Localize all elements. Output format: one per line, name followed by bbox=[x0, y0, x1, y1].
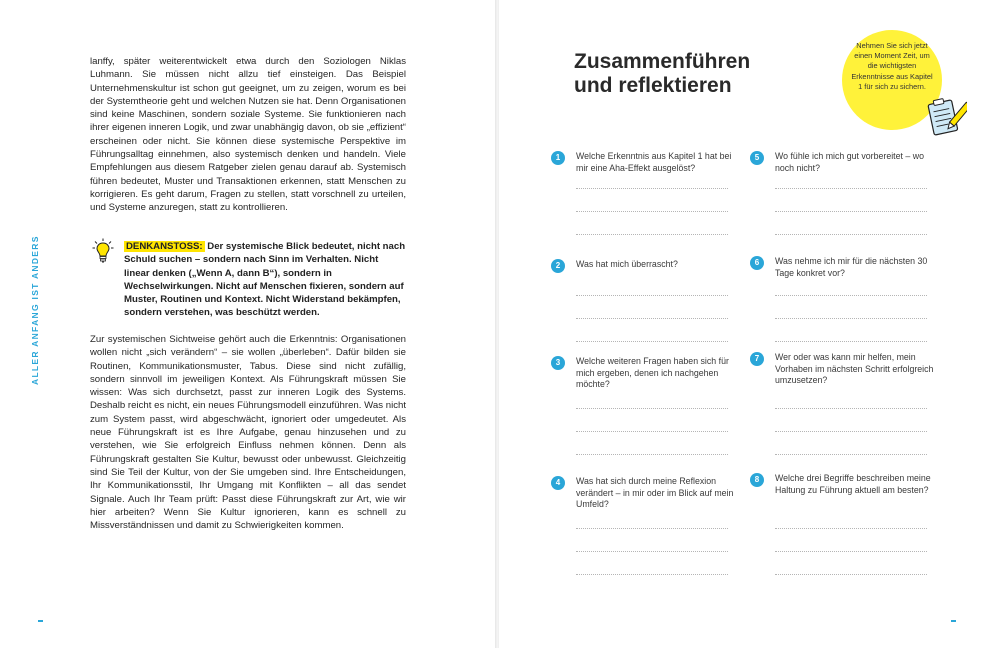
page-title bbox=[574, 50, 750, 98]
chapter-side-label: ALLER ANFANG IST ANDERS bbox=[30, 235, 40, 385]
question-number: 1 bbox=[551, 151, 565, 165]
answer-line[interactable] bbox=[775, 341, 927, 342]
answer-line[interactable] bbox=[775, 211, 927, 212]
answer-line[interactable] bbox=[576, 318, 728, 319]
question-number: 4 bbox=[551, 476, 565, 490]
question-number: 7 bbox=[750, 352, 764, 366]
question-number: 3 bbox=[551, 356, 565, 370]
left-page bbox=[0, 0, 497, 648]
denkanstoss-text: Der systemische Blick bedeutet, nicht nach Schuld suchen – sondern nach Sinn im Verhalten. Nicht linear denken („Wenn A, dann B“), sondern in Wechselwirkungen. Nicht auf Menschen fixieren, sondern auf Muster, Routinen und Kontext. Nicht Widerstand bekämpfen, sondern verstehen, was beschützt werden. bbox=[124, 241, 406, 319]
question-text: Was hat mich überrascht? bbox=[576, 259, 678, 269]
answer-line[interactable] bbox=[775, 234, 927, 235]
answer-line[interactable] bbox=[775, 318, 927, 319]
answer-line[interactable] bbox=[576, 295, 728, 296]
answer-line[interactable] bbox=[576, 431, 728, 432]
answer-line[interactable] bbox=[576, 454, 728, 455]
answer-line[interactable] bbox=[775, 528, 927, 529]
answer-line[interactable] bbox=[576, 188, 728, 189]
title-line-2: und reflektieren bbox=[574, 74, 732, 97]
question-text: Wer oder was kann mir helfen, mein Vorhaben im nächsten Schritt erfolgreich umzusetzen? bbox=[775, 352, 934, 386]
title-line-1: Zusammenführen bbox=[574, 50, 751, 73]
question-text: Welche drei Begriffe beschreiben meine Haltung zu Führung aktuell am besten? bbox=[775, 473, 931, 495]
page-marker-right bbox=[951, 620, 956, 622]
lightbulb-icon bbox=[92, 238, 114, 264]
answer-line[interactable] bbox=[576, 408, 728, 409]
question-number: 5 bbox=[750, 151, 764, 165]
answer-line[interactable] bbox=[576, 211, 728, 212]
answer-line[interactable] bbox=[576, 574, 728, 575]
answer-line[interactable] bbox=[775, 454, 927, 455]
question-text: Wo fühle ich mich gut vorbereitet – wo noch nicht? bbox=[775, 151, 924, 173]
clipboard-pencil-icon bbox=[927, 96, 967, 138]
answer-line[interactable] bbox=[775, 295, 927, 296]
question-text: Welche Erkenntnis aus Kapitel 1 hat bei mir eine Aha-Effekt ausgelöst? bbox=[576, 151, 732, 173]
body-paragraph-1: lanffy, später weiterentwickelt etwa durch den Soziologen Niklas Luhmann. Sie müssen nicht allzu tief einsteigen. Das Beispiel Unternehmenskultur ist schon gut geeignet, um zu zeigen, worum es bei der Systemtheorie geht und welchen Nutzen sie hat. Denn Organisationen sind keine Maschinen, sondern soziale Systeme. Sie funktionieren nach ihrer eigenen inneren Logik, und zwar unabhängig davon, ob sie „effizient“ erscheinen oder nicht. Sie können diese systemische Perspektive im Führungsalltag einnehmen, also systemisch denken und handeln. Viele Empfehlungen aus diesem Ratgeber zielen genau darauf ab. Systemisch führen bedeutet, Muster und Transaktionen erkennen, statt Menschen zu korrigieren. Es geht darum, Fragen zu stellen, statt vorschnell zu urteilen, und Systeme anzuregen, statt zu kontrollieren. bbox=[90, 56, 406, 214]
question-text: Was nehme ich mir für die nächsten 30 Tage konkret vor? bbox=[775, 256, 928, 278]
question-text: Welche weiteren Fragen haben sich für mich ergeben, denen ich nachgehen möchte? bbox=[576, 356, 729, 390]
answer-line[interactable] bbox=[576, 234, 728, 235]
answer-line[interactable] bbox=[775, 408, 927, 409]
denkanstoss-box bbox=[124, 240, 406, 320]
answer-line[interactable] bbox=[576, 341, 728, 342]
page-marker-left bbox=[38, 620, 43, 622]
right-page bbox=[499, 0, 995, 648]
body-paragraph-2: Zur systemischen Sichtweise gehört auch die Erkenntnis: Organisationen wollen nicht „sich verändern“ – sie wollen „überleben“. Dafür bilden sie Routinen, Kommunikationsmuster, Tabus. Diese sind nicht zufällig, sondern sinnvoll im jeweiligen Kontext. Als Führungskraft müssen Sie wissen: Was sich durchsetzt, passt zur inneren Logik des Systems. Deshalb reicht es nicht, ein neues Führungsmodell einzuführen. Was nicht zum System passt, wird abgeschwächt, ignoriert oder umgedeutet. Als neue Führungskraft ist es Ihre Aufgabe, genau hinzusehen und zu verstehen, wie Sie erfolgreich Einfluss nehmen können. Denn als Führungskraft gestalten Sie Kultur, bewusst oder unbewusst. Gleichzeitig sind Sie Teil der Kultur, von der Sie umgeben sind. Ihre Entscheidungen, Ihr Kommunikationsstil, Ihr Umgang mit Konflikten – all das sendet Signale. Auch Ihr Team prüft: Passt diese Führungskraft zur Art, wie wir hier arbeiten? Wenn Sie Kultur ignorieren, kann es schnell zu Missverständnissen und damit zu Schwierigkeiten kommen. bbox=[90, 334, 406, 532]
question-number: 8 bbox=[750, 473, 764, 487]
answer-line[interactable] bbox=[775, 574, 927, 575]
question-number: 2 bbox=[551, 259, 565, 273]
answer-line[interactable] bbox=[576, 551, 728, 552]
answer-line[interactable] bbox=[576, 528, 728, 529]
answer-line[interactable] bbox=[775, 551, 927, 552]
denkanstoss-label: DENKANSTOSS: bbox=[126, 241, 203, 252]
question-number: 6 bbox=[750, 256, 764, 270]
callout-text: Nehmen Sie sich jetzt einen Moment Zeit, um die wichtigsten Erkenntnisse aus Kapitel 1 für sich zu sichern. bbox=[851, 41, 933, 91]
question-text: Was hat sich durch meine Reflexion verändert – in mir oder im Blick auf mein Umfeld? bbox=[576, 476, 734, 510]
answer-line[interactable] bbox=[775, 431, 927, 432]
answer-line[interactable] bbox=[775, 188, 927, 189]
